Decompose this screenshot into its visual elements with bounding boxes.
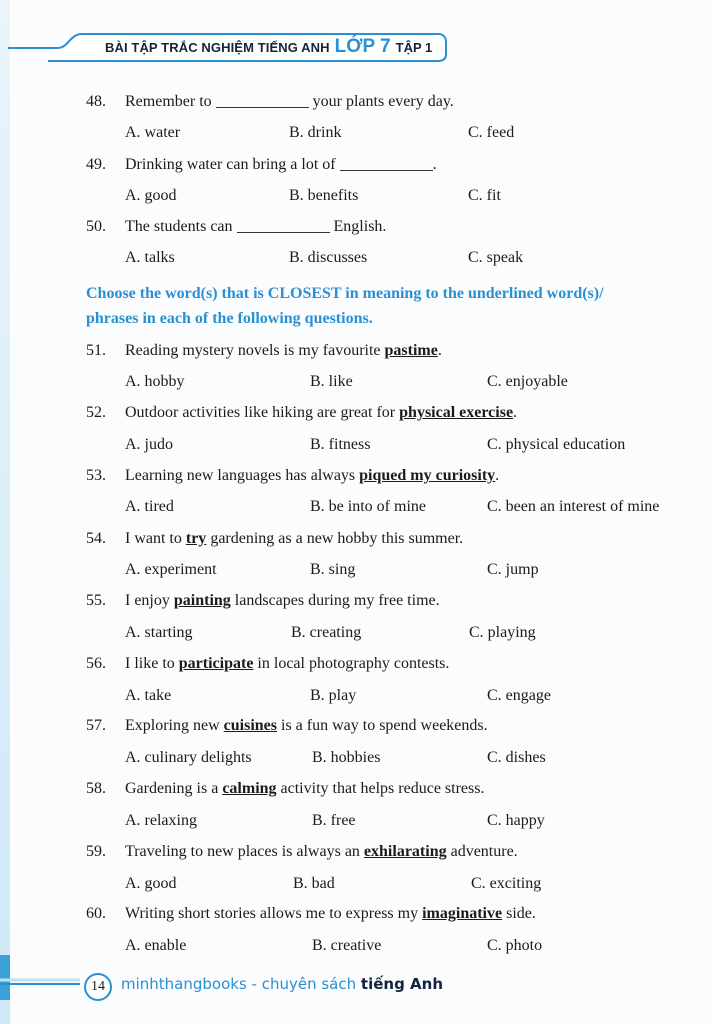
- question-text-after: in local photography contests.: [253, 655, 450, 672]
- question-number: 58.: [86, 780, 106, 797]
- option-b: B. free: [312, 812, 356, 829]
- question-text-after: .: [437, 342, 442, 359]
- underlined-keyword: participate: [178, 655, 254, 672]
- footer-tagline-strong: tiếng Anh: [360, 975, 443, 993]
- question-number: 53.: [86, 467, 106, 484]
- option-c: C. speak: [468, 249, 524, 266]
- question-60: [86, 904, 536, 924]
- option-b: B. creative: [312, 937, 382, 954]
- option-c: C. jump: [487, 561, 539, 578]
- question-text-after: landscapes during my free time.: [230, 592, 440, 609]
- option-b: B. creating: [291, 624, 362, 641]
- header-title-main: BÀI TẬP TRẮC NGHIỆM TIẾNG ANH: [105, 40, 330, 55]
- option-b: B. be into of mine: [310, 498, 426, 515]
- question-text-before: Traveling to new places is always an: [125, 843, 364, 860]
- question-text-after: .: [513, 404, 518, 421]
- question-number: 54.: [86, 530, 106, 547]
- underlined-keyword: cuisines: [223, 717, 277, 734]
- question-text-before: Learning new languages has always: [125, 467, 360, 484]
- option-b: B. hobbies: [312, 749, 381, 766]
- question-49: [86, 155, 437, 175]
- question-number: 56.: [86, 655, 106, 672]
- answer-blank: [237, 217, 330, 233]
- question-48: [86, 92, 454, 112]
- option-b: B. fitness: [310, 436, 371, 453]
- underlined-keyword: imaginative: [422, 905, 503, 922]
- footer-brand-line: [121, 975, 443, 993]
- option-c: C. engage: [487, 687, 551, 704]
- instruction-line-1: Choose the word(s) that is CLOSEST in meaning to the underlined word(s)/: [86, 285, 604, 302]
- question-55: [86, 591, 440, 611]
- option-b: B. sing: [310, 561, 356, 578]
- question-text-before: Gardening is a: [125, 780, 223, 797]
- underlined-keyword: physical exercise: [399, 404, 514, 421]
- question-number: 57.: [86, 717, 106, 734]
- answer-blank: [216, 92, 309, 108]
- option-c: C. been an interest of mine: [487, 498, 660, 515]
- option-a: A. good: [125, 187, 177, 204]
- question-text-after: adventure.: [446, 843, 518, 860]
- question-54: [86, 529, 463, 549]
- option-a: A. talks: [125, 249, 175, 266]
- option-a: A. hobby: [125, 373, 185, 390]
- underlined-keyword: try: [185, 530, 207, 547]
- question-58: [86, 779, 484, 799]
- option-a: A. enable: [125, 937, 187, 954]
- question-text-before: The students can: [125, 218, 237, 235]
- option-a: A. judo: [125, 436, 173, 453]
- question-text-after: activity that helps reduce stress.: [276, 780, 485, 797]
- question-text-before: Drinking water can bring a lot of: [125, 156, 340, 173]
- option-a: A. tired: [125, 498, 174, 515]
- question-text-after: gardening as a new hobby this summer.: [206, 530, 464, 547]
- option-c: C. photo: [487, 937, 543, 954]
- answer-blank: [340, 155, 433, 171]
- option-c: C. dishes: [487, 749, 546, 766]
- page-number: 14: [84, 973, 112, 1001]
- question-text-before: Writing short stories allows me to express my: [125, 905, 423, 922]
- question-number: 48.: [86, 93, 106, 110]
- question-text-after: .: [432, 156, 437, 173]
- question-text-before: I enjoy: [125, 592, 174, 609]
- question-text-before: Exploring new: [125, 717, 224, 734]
- underlined-keyword: piqued my curiosity: [359, 467, 496, 484]
- header-title-grade: LỚP 7: [334, 36, 391, 57]
- option-c: C. enjoyable: [487, 373, 568, 390]
- option-c: C. fit: [468, 187, 501, 204]
- question-number: 50.: [86, 218, 106, 235]
- question-number: 51.: [86, 342, 106, 359]
- question-text-after: side.: [502, 905, 536, 922]
- underlined-keyword: calming: [222, 780, 277, 797]
- option-b: B. bad: [293, 875, 335, 892]
- footer-tagline: - chuyên sách: [246, 975, 361, 993]
- underlined-keyword: pastime: [384, 342, 438, 359]
- question-number: 59.: [86, 843, 106, 860]
- question-56: [86, 654, 449, 674]
- option-b: B. drink: [289, 124, 342, 141]
- question-text-after: your plants every day.: [308, 93, 454, 110]
- question-57: [86, 716, 488, 736]
- question-52: [86, 403, 517, 423]
- underlined-keyword: exhilarating: [363, 843, 447, 860]
- question-number: 52.: [86, 404, 106, 421]
- footer-brand: minhthangbooks: [121, 975, 247, 993]
- underlined-keyword: painting: [173, 592, 231, 609]
- question-text-before: Remember to: [125, 93, 216, 110]
- option-c: C. exciting: [471, 875, 542, 892]
- question-53: [86, 466, 499, 486]
- question-text-before: I want to: [125, 530, 186, 547]
- option-a: A. culinary delights: [125, 749, 252, 766]
- question-text-after: .: [495, 467, 500, 484]
- option-c: C. happy: [487, 812, 545, 829]
- question-text-before: Reading mystery novels is my favourite: [125, 342, 385, 359]
- question-51: [86, 341, 442, 361]
- option-a: A. starting: [125, 624, 193, 641]
- option-b: B. like: [310, 373, 353, 390]
- question-text-before: I like to: [125, 655, 179, 672]
- option-b: B. benefits: [289, 187, 359, 204]
- option-a: A. take: [125, 687, 172, 704]
- option-a: A. water: [125, 124, 181, 141]
- option-b: B. play: [310, 687, 357, 704]
- option-c: C. physical education: [487, 436, 626, 453]
- instruction-line-2: phrases in each of the following questions.: [86, 310, 373, 327]
- question-number: 55.: [86, 592, 106, 609]
- question-text-after: is a fun way to spend weekends.: [277, 717, 488, 734]
- option-a: A. relaxing: [125, 812, 197, 829]
- question-59: [86, 842, 518, 862]
- option-a: A. good: [125, 875, 177, 892]
- option-c: C. feed: [468, 124, 515, 141]
- option-b: B. discusses: [289, 249, 368, 266]
- question-50: [86, 217, 386, 237]
- option-c: C. playing: [469, 624, 536, 641]
- question-text-after: English.: [329, 218, 387, 235]
- question-number: 49.: [86, 156, 106, 173]
- header-title-volume: TẬP 1: [395, 40, 433, 55]
- question-text-before: Outdoor activities like hiking are great for: [125, 404, 400, 421]
- question-number: 60.: [86, 905, 106, 922]
- option-a: A. experiment: [125, 561, 217, 578]
